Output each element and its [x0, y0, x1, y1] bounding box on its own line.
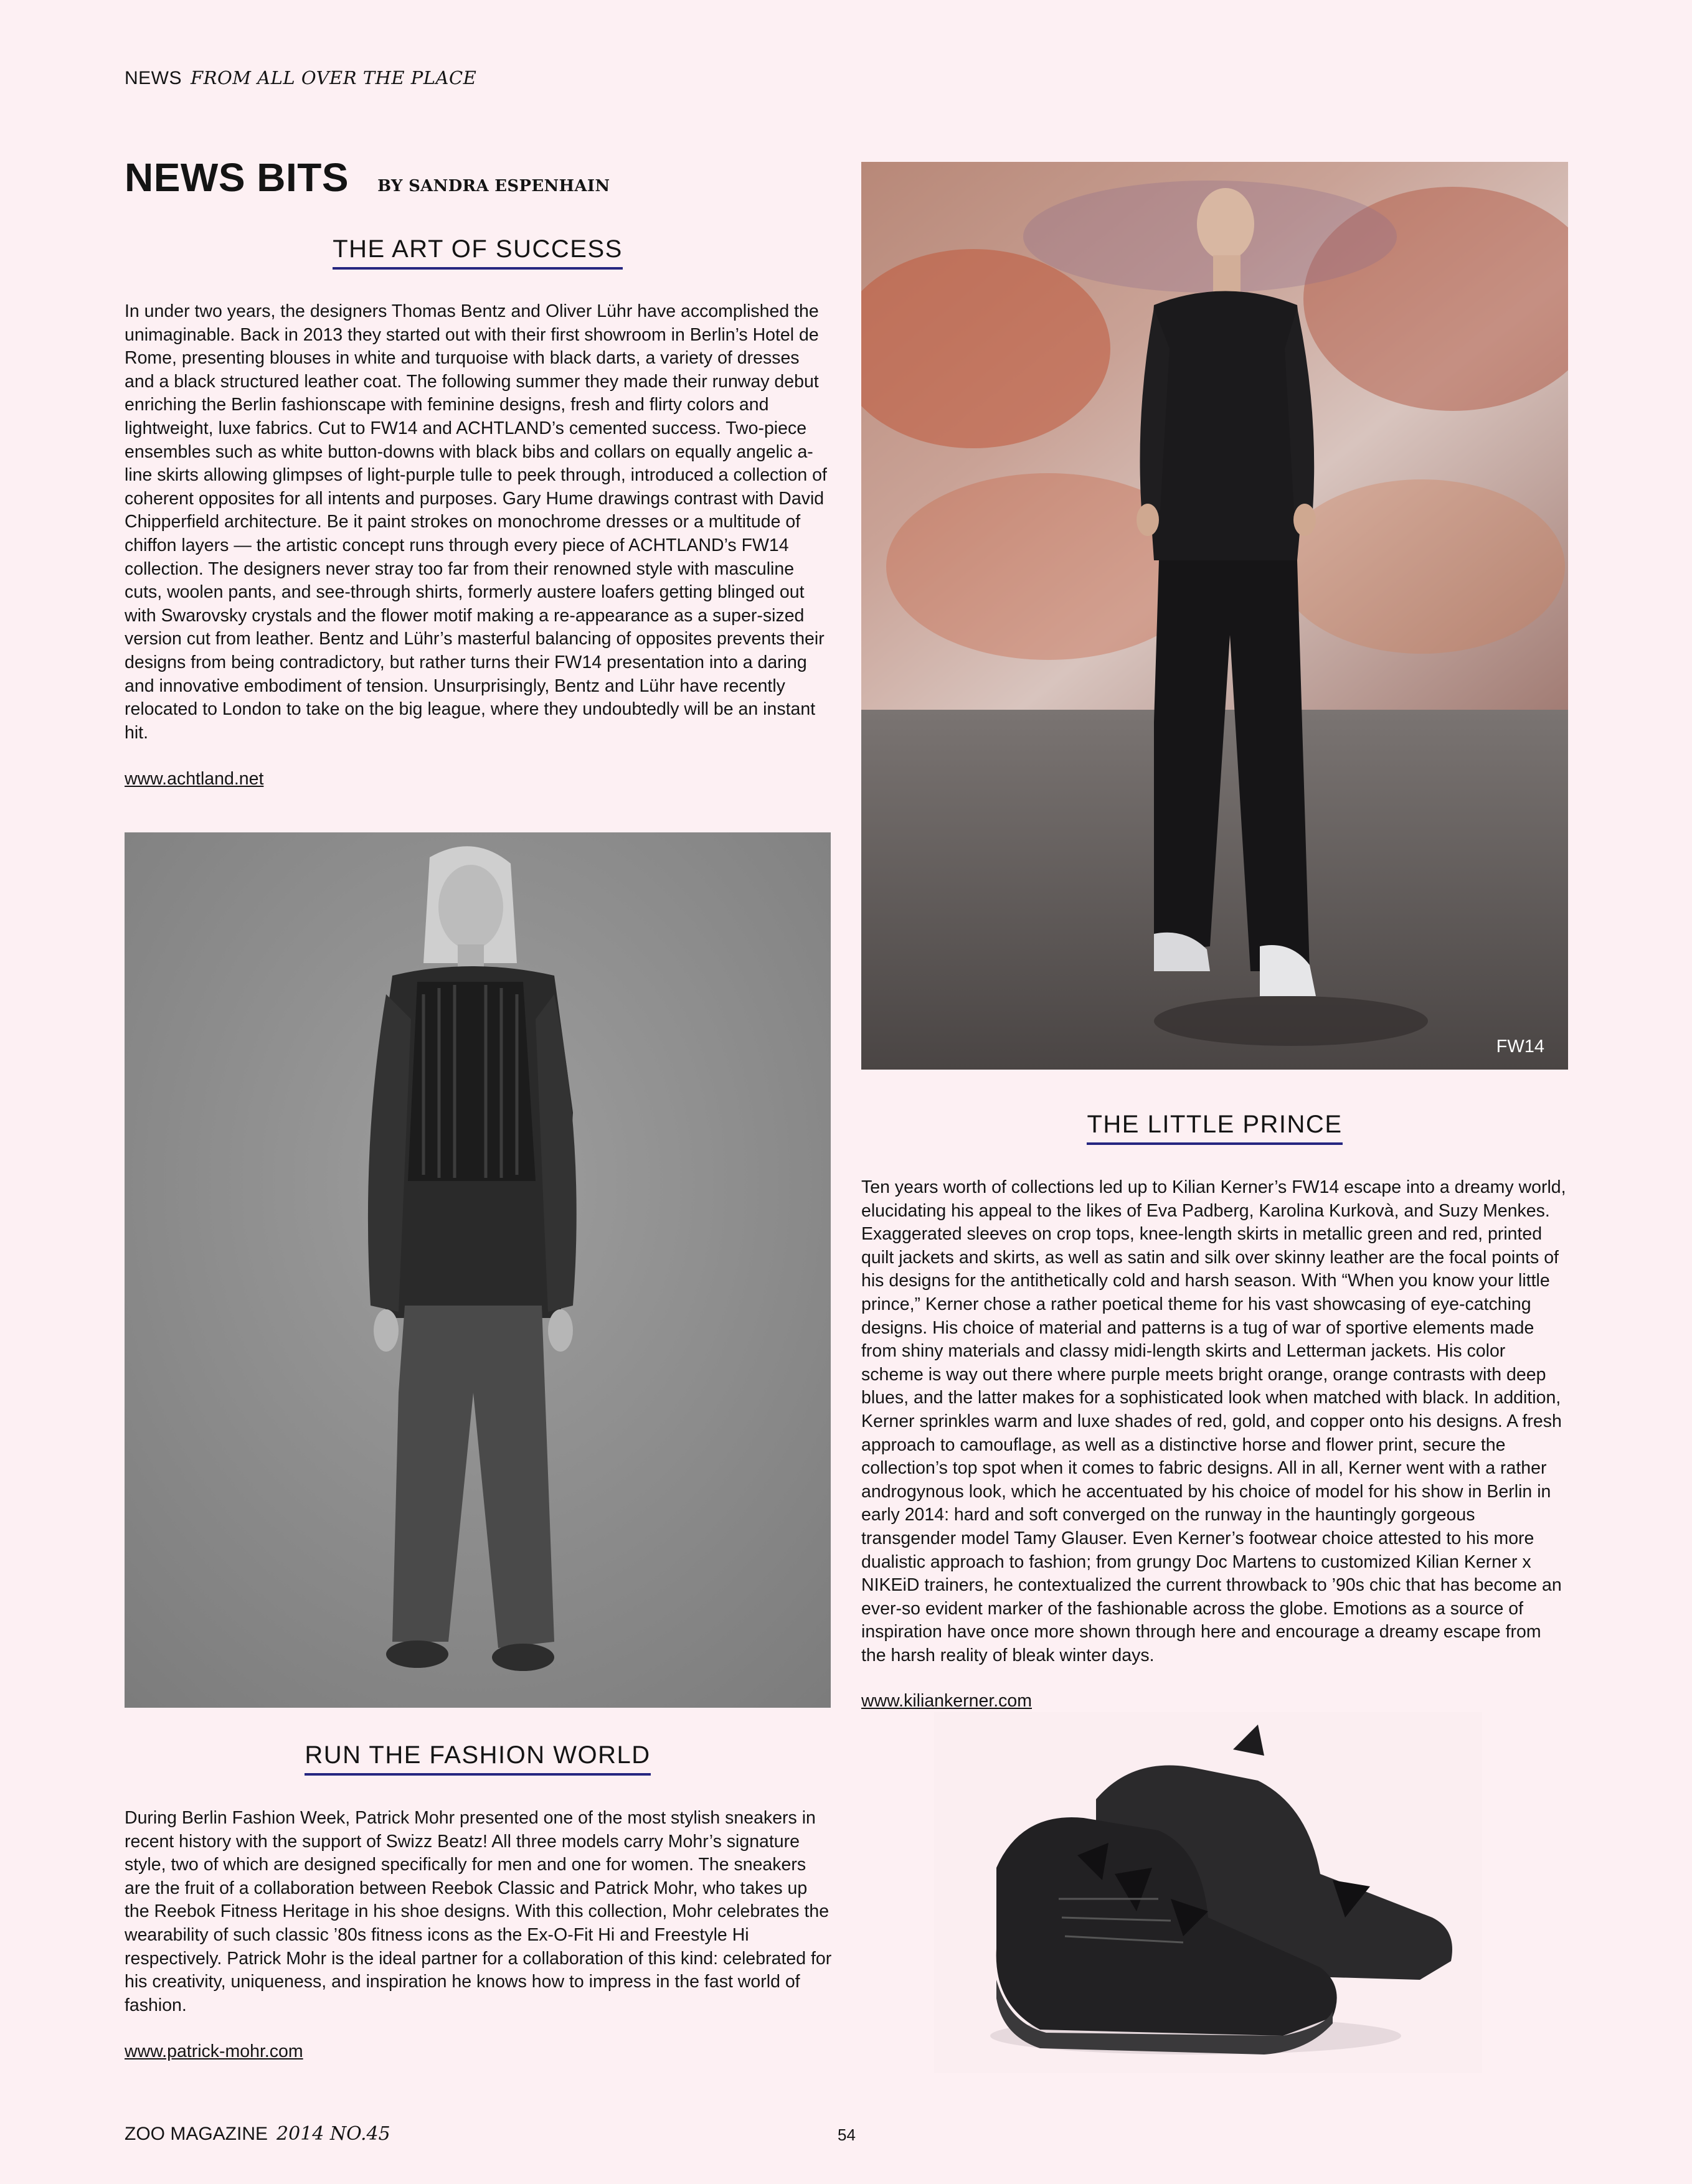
runway-photo-image: [861, 162, 1568, 1070]
article-heading-art-of-success: THE ART OF SUCCESS: [125, 235, 831, 270]
page-number: 54: [838, 2125, 856, 2144]
byline: BY SANDRA ESPENHAIN: [377, 177, 610, 195]
runway-photo: [861, 162, 1568, 1070]
article-heading-run-fashion-world: RUN THE FASHION WORLD: [125, 1741, 831, 1776]
masthead: [125, 154, 610, 200]
section-label: NEWS: [125, 68, 182, 88]
sneaker-photo: [934, 1712, 1482, 2073]
sneaker-photo-image: [934, 1712, 1482, 2073]
article-body-art-of-success: In under two years, the designers Thomas Bentz and Oliver Lühr have accomplished the unimaginable. Back in 2013 they started out with their first showroom in Berlin’s Hotel de Rome, presenting blouses in white and turquoise with black darts, a variety of dresses and a black structured leather coat. The following summer they made their runway debut enriching the Berlin fashionscape with feminine designs, fresh and flirty colors and lightweight, luxe fabrics. Cut to FW14 and ACHTLAND’s cemented success. Two-piece ensembles such as white button-downs with black bibs and collars on equally angelic a-line skirts allowing glimpses of light-purple tulle to peek through, introduced a collection of coherent opposites for all intents and purposes. Gary Hume drawings contrast with David Chipperfield architecture. Be it paint strokes on monochrome dresses or a multitude of chiffon layers — the artistic concept runs through every piece of ACHTLAND’s FW14 collection. The designers never stray too far from their renowned style with masculine cuts, woolen pants, and see-through shirts, formerly austere loafers getting blinged out with Swarovsky crystals and the flower motif making a re-appearance as a super-sized version cut from leather. Bentz and Lühr’s masterful balancing of opposites prevents their designs from being contradictory, but rather turns their FW14 presentation into a daring and innovative embodiment of tension. Unsurprisingly, Bentz and Lühr have recently relocated to London to take on the big league, where they undoubtedly will be an instant hit.: [125, 301, 827, 743]
portrait-photo: [125, 832, 831, 1708]
footer-magazine: [125, 2123, 390, 2145]
portrait-photo-image: [125, 832, 831, 1708]
magazine-name: ZOO MAGAZINE: [125, 2124, 268, 2144]
article-body-little-prince: Ten years worth of collections led up to Kilian Kerner’s FW14 escape into a dreamy world, elucidating his appeal to the likes of Eva Padberg, Karolina Kurkovà, and Suzy Menkes. Exaggerated sleeves on crop tops, knee-length skirts in metallic green and red, printed quilt jackets and skirts, as well as satin and silk over skinny leather are the focal points of his designs for the antithetically cold and harsh season. With “When you know your little prince,” Kerner chose a rather poetical theme for his vast showcasing of eye-catching designs. His choice of material and patterns is a tug of war of sportive elements made from shiny materials and classy midi-length skirts and Letterman jackets. His color scheme is way out there where purple meets bright orange, orange contrasts with deep blues, and the latter makes for a sophisticated look when matched with black. In addition, Kerner sprinkles warm and luxe shades of red, gold, and copper onto his designs. A fresh approach to camouflage, as well as a distinctive horse and flower print, secure the collection’s top spot when it comes to fabric designs. All in all, Kerner went with a rather androgynous look, which he accentuated by his choice of model for his show in Berlin in early 2014: hard and soft converged on the runway in the hauntingly gorgeous transgender model Tamy Glauser. Even Kerner’s footwear choice attested to his more dualistic approach to fashion; from grungy Doc Martens to customized Kilian Kerner x NIKEiD trainers, he contextualized the current throwback to ’90s chic that has become an ever-so evident marker of the fashionable across the globe. Emotions as a source of inspiration have once more shown through here and encourage a dreamy escape from the harsh reality of bleak winter days.: [861, 1177, 1566, 1665]
running-header: [125, 67, 476, 89]
section-subtitle: FROM ALL OVER THE PLACE: [191, 67, 477, 88]
issue-label: 2014 NO.45: [276, 2123, 390, 2145]
kiliankerner-link[interactable]: www.kiliankerner.com: [861, 1691, 1033, 1711]
runway-caption: FW14: [1496, 1037, 1544, 1057]
page-title: NEWS BITS: [125, 155, 349, 200]
article-heading-little-prince: THE LITTLE PRINCE: [861, 1111, 1568, 1145]
patrick-mohr-link[interactable]: www.patrick-mohr.com: [125, 2041, 303, 2061]
achtland-link[interactable]: www.achtland.net: [125, 769, 264, 789]
article-body-run-fashion-world: During Berlin Fashion Week, Patrick Mohr presented one of the most stylish sneakers in recent history with the support of Swizz Beatz! All three models carry Mohr’s signature style, two of which are designed specifically for men and one for women. The sneakers are the fruit of a collaboration between Reebok Classic and Patrick Mohr, who takes up the Reebok Fitness Heritage in his shoe designs. With this collection, Mohr celebrates the wearability of such classic ’80s fitness icons as the Ex-O-Fit Hi and Freestyle Hi respectively. Patrick Mohr is the ideal partner for a collaboration of this kind: celebrated for his creativity, uniqueness, and inspiration he knows how to impress in the fast world of fashion.: [125, 1808, 832, 2015]
